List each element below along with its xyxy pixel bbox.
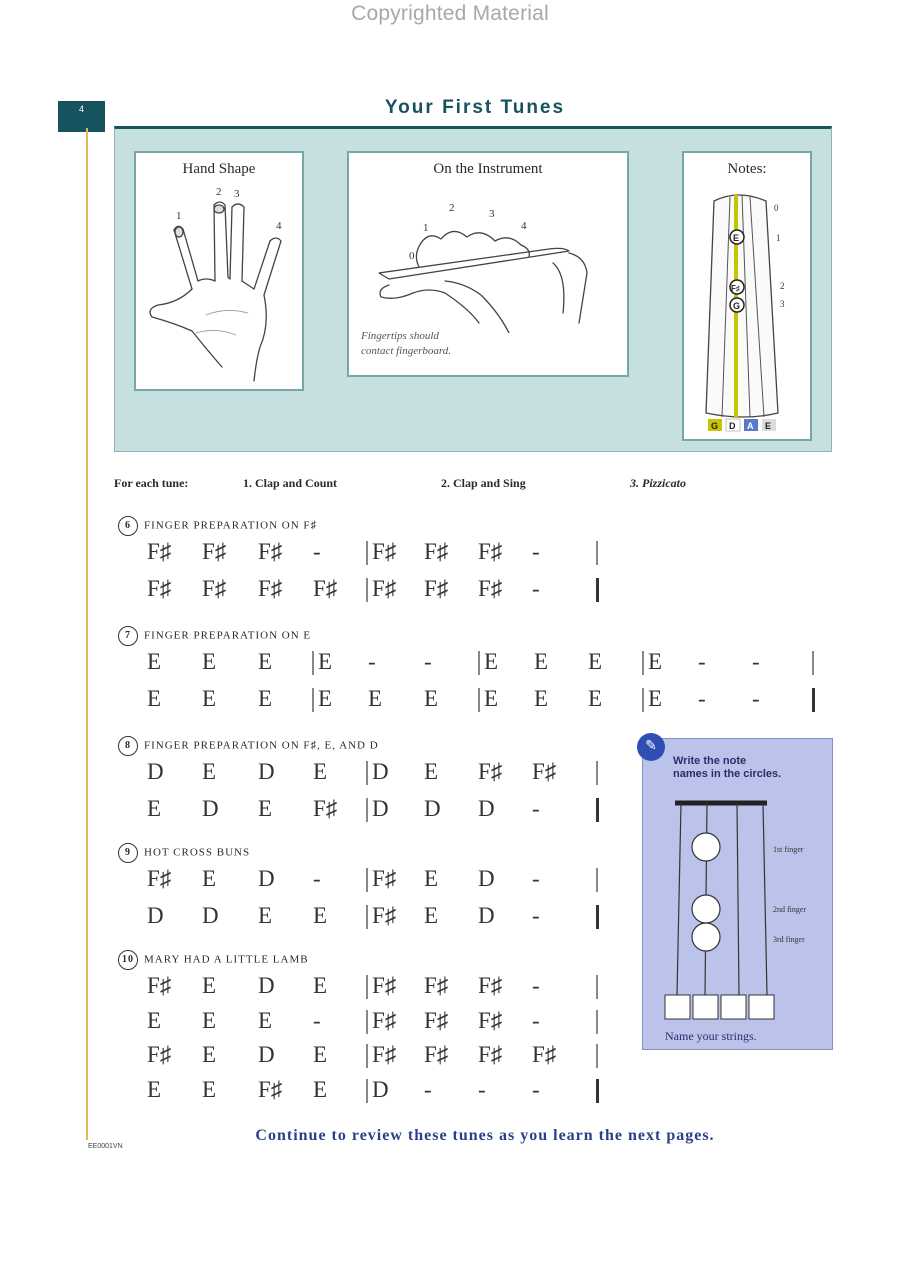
string-answer-box-3[interactable]: [721, 995, 746, 1019]
note: E: [313, 1042, 328, 1067]
note-label-fsharp: F♯: [731, 284, 740, 293]
note: F♯: [372, 973, 397, 998]
position-2: 2: [780, 281, 785, 291]
note: D: [258, 759, 275, 784]
notes-title: Notes:: [727, 161, 767, 177]
final-barline: [596, 578, 599, 602]
final-barline: [596, 798, 599, 822]
note: F♯: [424, 1042, 449, 1067]
position-3: 3: [780, 299, 785, 309]
final-barline: [596, 905, 599, 929]
pencil-icon: ✎: [637, 733, 665, 761]
note: F♯: [147, 539, 172, 564]
note: E: [484, 649, 499, 674]
note: F♯: [202, 539, 227, 564]
instr-finger-3: 3: [489, 208, 495, 220]
barline: [478, 651, 480, 675]
barline: [478, 688, 480, 712]
string-label-g: G: [711, 421, 719, 431]
note: -: [368, 649, 376, 674]
barline: [366, 1079, 368, 1103]
name-strings-prompt: Name your strings.: [665, 1029, 757, 1043]
note: E: [147, 649, 162, 674]
note: F♯: [202, 576, 227, 601]
note: D: [202, 796, 219, 821]
note: F♯: [532, 759, 557, 784]
note: -: [478, 1077, 486, 1102]
step-clap-sing: 2. Clap and Sing: [441, 476, 526, 490]
tune-name: FINGER PREPARATION ON F♯, E, AND D: [144, 739, 379, 752]
string-label-d: D: [729, 421, 736, 431]
barline: [596, 1010, 598, 1034]
on-instrument-title: On the Instrument: [433, 161, 543, 177]
string-answer-box-2[interactable]: [693, 995, 718, 1019]
note: E: [318, 686, 333, 711]
instr-finger-2: 2: [449, 202, 455, 214]
position-0: 0: [774, 203, 779, 213]
barline: [366, 541, 368, 565]
instrument-caption: [361, 329, 501, 359]
tune-title: [118, 950, 309, 970]
barline: [596, 541, 598, 565]
note: E: [202, 686, 217, 711]
note-label-g: G: [733, 301, 741, 311]
answer-circle-2[interactable]: [692, 895, 720, 923]
tune-number: 8: [118, 736, 138, 756]
note: -: [698, 686, 706, 711]
note: F♯: [424, 576, 449, 601]
note: D: [372, 796, 389, 821]
final-barline: [812, 688, 815, 712]
barline: [596, 1044, 598, 1068]
note: F♯: [478, 1008, 503, 1033]
note: F♯: [372, 866, 397, 891]
fingerboard-diagram: [684, 179, 810, 439]
caption-line-2: contact fingerboard.: [361, 345, 452, 357]
note: F♯: [147, 973, 172, 998]
note-label-e: E: [733, 233, 740, 243]
position-1: 1: [776, 233, 781, 243]
note: D: [258, 973, 275, 998]
note: -: [532, 866, 540, 891]
step-clap-count: 1. Clap and Count: [243, 476, 338, 490]
note: F♯: [478, 1042, 503, 1067]
note: F♯: [147, 1042, 172, 1067]
note: D: [202, 903, 219, 928]
note: E: [202, 1077, 217, 1102]
note: F♯: [147, 866, 172, 891]
barline: [366, 905, 368, 929]
worksheet-line-2: names in the circles.: [673, 768, 782, 780]
string-label-e: E: [765, 421, 772, 431]
note: D: [258, 866, 275, 891]
instr-finger-4: 4: [521, 220, 527, 232]
note: D: [372, 1077, 389, 1102]
note: D: [478, 903, 495, 928]
note: -: [424, 1077, 432, 1102]
note: E: [313, 903, 328, 928]
note: E: [484, 686, 499, 711]
note: E: [648, 649, 663, 674]
barline: [596, 868, 598, 892]
hand-finger-4: 4: [276, 220, 282, 232]
note: D: [424, 796, 441, 821]
note: D: [478, 796, 495, 821]
barline: [642, 651, 644, 675]
note: F♯: [478, 539, 503, 564]
tune-title: [118, 736, 379, 756]
steps-intro: For each tune:: [114, 476, 189, 490]
note: -: [752, 686, 760, 711]
note: D: [147, 903, 164, 928]
page-code: EE0001VN: [88, 1143, 123, 1150]
answer-circle-3[interactable]: [692, 923, 720, 951]
tune-name: FINGER PREPARATION ON F♯: [144, 519, 318, 532]
note: F♯: [478, 576, 503, 601]
note: E: [258, 903, 273, 928]
note: E: [202, 1042, 217, 1067]
note: F♯: [424, 1008, 449, 1033]
barline: [366, 578, 368, 602]
tune-number: 6: [118, 516, 138, 536]
hand-shape-title: Hand Shape: [182, 161, 256, 177]
hand-shape-box: [134, 151, 304, 391]
hand-illustration: [136, 185, 302, 385]
page-number-tab: [58, 101, 105, 132]
step-pizzicato: 3. Pizzicato: [630, 476, 686, 490]
note: E: [424, 866, 439, 891]
note: -: [532, 796, 540, 821]
caption-line-1: Fingertips should: [361, 330, 439, 342]
page-number: 4: [78, 104, 84, 114]
barline: [366, 1044, 368, 1068]
note: F♯: [372, 1042, 397, 1067]
note: E: [424, 686, 439, 711]
barline: [366, 868, 368, 892]
tune-number: 9: [118, 843, 138, 863]
final-barline: [596, 1079, 599, 1103]
note: F♯: [313, 576, 338, 601]
barline: [366, 975, 368, 999]
note: E: [258, 1008, 273, 1033]
note: E: [313, 759, 328, 784]
tune-name: FINGER PREPARATION ON E: [144, 629, 312, 642]
note: D: [478, 866, 495, 891]
note: E: [313, 1077, 328, 1102]
note: E: [258, 649, 273, 674]
tune-title: [118, 843, 250, 863]
note: E: [147, 1008, 162, 1033]
note: -: [532, 973, 540, 998]
worksheet-instructions: [673, 755, 823, 781]
note: -: [424, 649, 432, 674]
worksheet-line-1: Write the note: [673, 755, 747, 767]
note: -: [532, 903, 540, 928]
note: E: [147, 796, 162, 821]
note: E: [202, 866, 217, 891]
note: E: [202, 1008, 217, 1033]
tune-title: [118, 516, 317, 536]
note: E: [313, 973, 328, 998]
finger-label-1: 1st finger: [773, 845, 804, 854]
note: E: [318, 649, 333, 674]
barline: [312, 688, 314, 712]
note: F♯: [258, 576, 283, 601]
note: D: [372, 759, 389, 784]
note: E: [424, 903, 439, 928]
note: E: [534, 686, 549, 711]
note: E: [202, 973, 217, 998]
notes-box: [682, 151, 812, 441]
finger-label-2: 2nd finger: [773, 905, 807, 914]
note: -: [752, 649, 760, 674]
barline: [642, 688, 644, 712]
hand-finger-2: 2: [216, 186, 222, 198]
instrument-illustration: [349, 183, 627, 333]
finger-label-3: 3rd finger: [773, 935, 805, 944]
note: E: [147, 1077, 162, 1102]
note: -: [698, 649, 706, 674]
tune-number: 7: [118, 626, 138, 646]
note: F♯: [372, 1008, 397, 1033]
note: F♯: [313, 796, 338, 821]
note: D: [258, 1042, 275, 1067]
note: -: [313, 866, 321, 891]
note: F♯: [258, 539, 283, 564]
note: E: [258, 686, 273, 711]
note: F♯: [147, 576, 172, 601]
note: -: [532, 1077, 540, 1102]
tune-title: [118, 626, 311, 646]
note: D: [147, 759, 164, 784]
on-instrument-box: [347, 151, 629, 377]
note: F♯: [424, 539, 449, 564]
note: E: [588, 649, 603, 674]
instr-finger-0: 0: [409, 250, 415, 262]
note: F♯: [478, 759, 503, 784]
copyright-watermark: Copyrighted Material: [351, 2, 549, 25]
instr-finger-1: 1: [423, 222, 429, 234]
note: -: [532, 576, 540, 601]
note: F♯: [258, 1077, 283, 1102]
note: -: [313, 539, 321, 564]
note: -: [532, 1008, 540, 1033]
note: E: [202, 649, 217, 674]
note: F♯: [478, 973, 503, 998]
barline: [366, 798, 368, 822]
barline: [366, 1010, 368, 1034]
note: F♯: [532, 1042, 557, 1067]
string-answer-box-4[interactable]: [749, 995, 774, 1019]
note: F♯: [372, 539, 397, 564]
barline: [596, 975, 598, 999]
note: E: [648, 686, 663, 711]
barline: [366, 761, 368, 785]
note: E: [424, 759, 439, 784]
string-label-a: A: [747, 421, 754, 431]
note: E: [258, 796, 273, 821]
note: E: [368, 686, 383, 711]
page-title: Your First Tunes: [384, 97, 566, 118]
tune-number: 10: [118, 950, 138, 970]
note: F♯: [372, 903, 397, 928]
hand-finger-1: 1: [176, 210, 182, 222]
margin-rule: [86, 128, 88, 1140]
string-answer-box-1[interactable]: [665, 995, 690, 1019]
note: -: [532, 539, 540, 564]
tune-name: MARY HAD A LITTLE LAMB: [144, 953, 309, 966]
hand-finger-3: 3: [234, 188, 240, 200]
barline: [596, 761, 598, 785]
note: E: [588, 686, 603, 711]
barline: [812, 651, 814, 675]
note: E: [202, 759, 217, 784]
tune-name: HOT CROSS BUNS: [144, 846, 251, 859]
note: F♯: [372, 576, 397, 601]
footer-note: Continue to review these tunes as you learn the next pages.: [255, 1127, 715, 1144]
note-worksheet: [642, 738, 833, 1050]
note: -: [313, 1008, 321, 1033]
barline: [312, 651, 314, 675]
note: F♯: [424, 973, 449, 998]
note: E: [147, 686, 162, 711]
answer-circle-1[interactable]: [692, 833, 720, 861]
note: E: [534, 649, 549, 674]
